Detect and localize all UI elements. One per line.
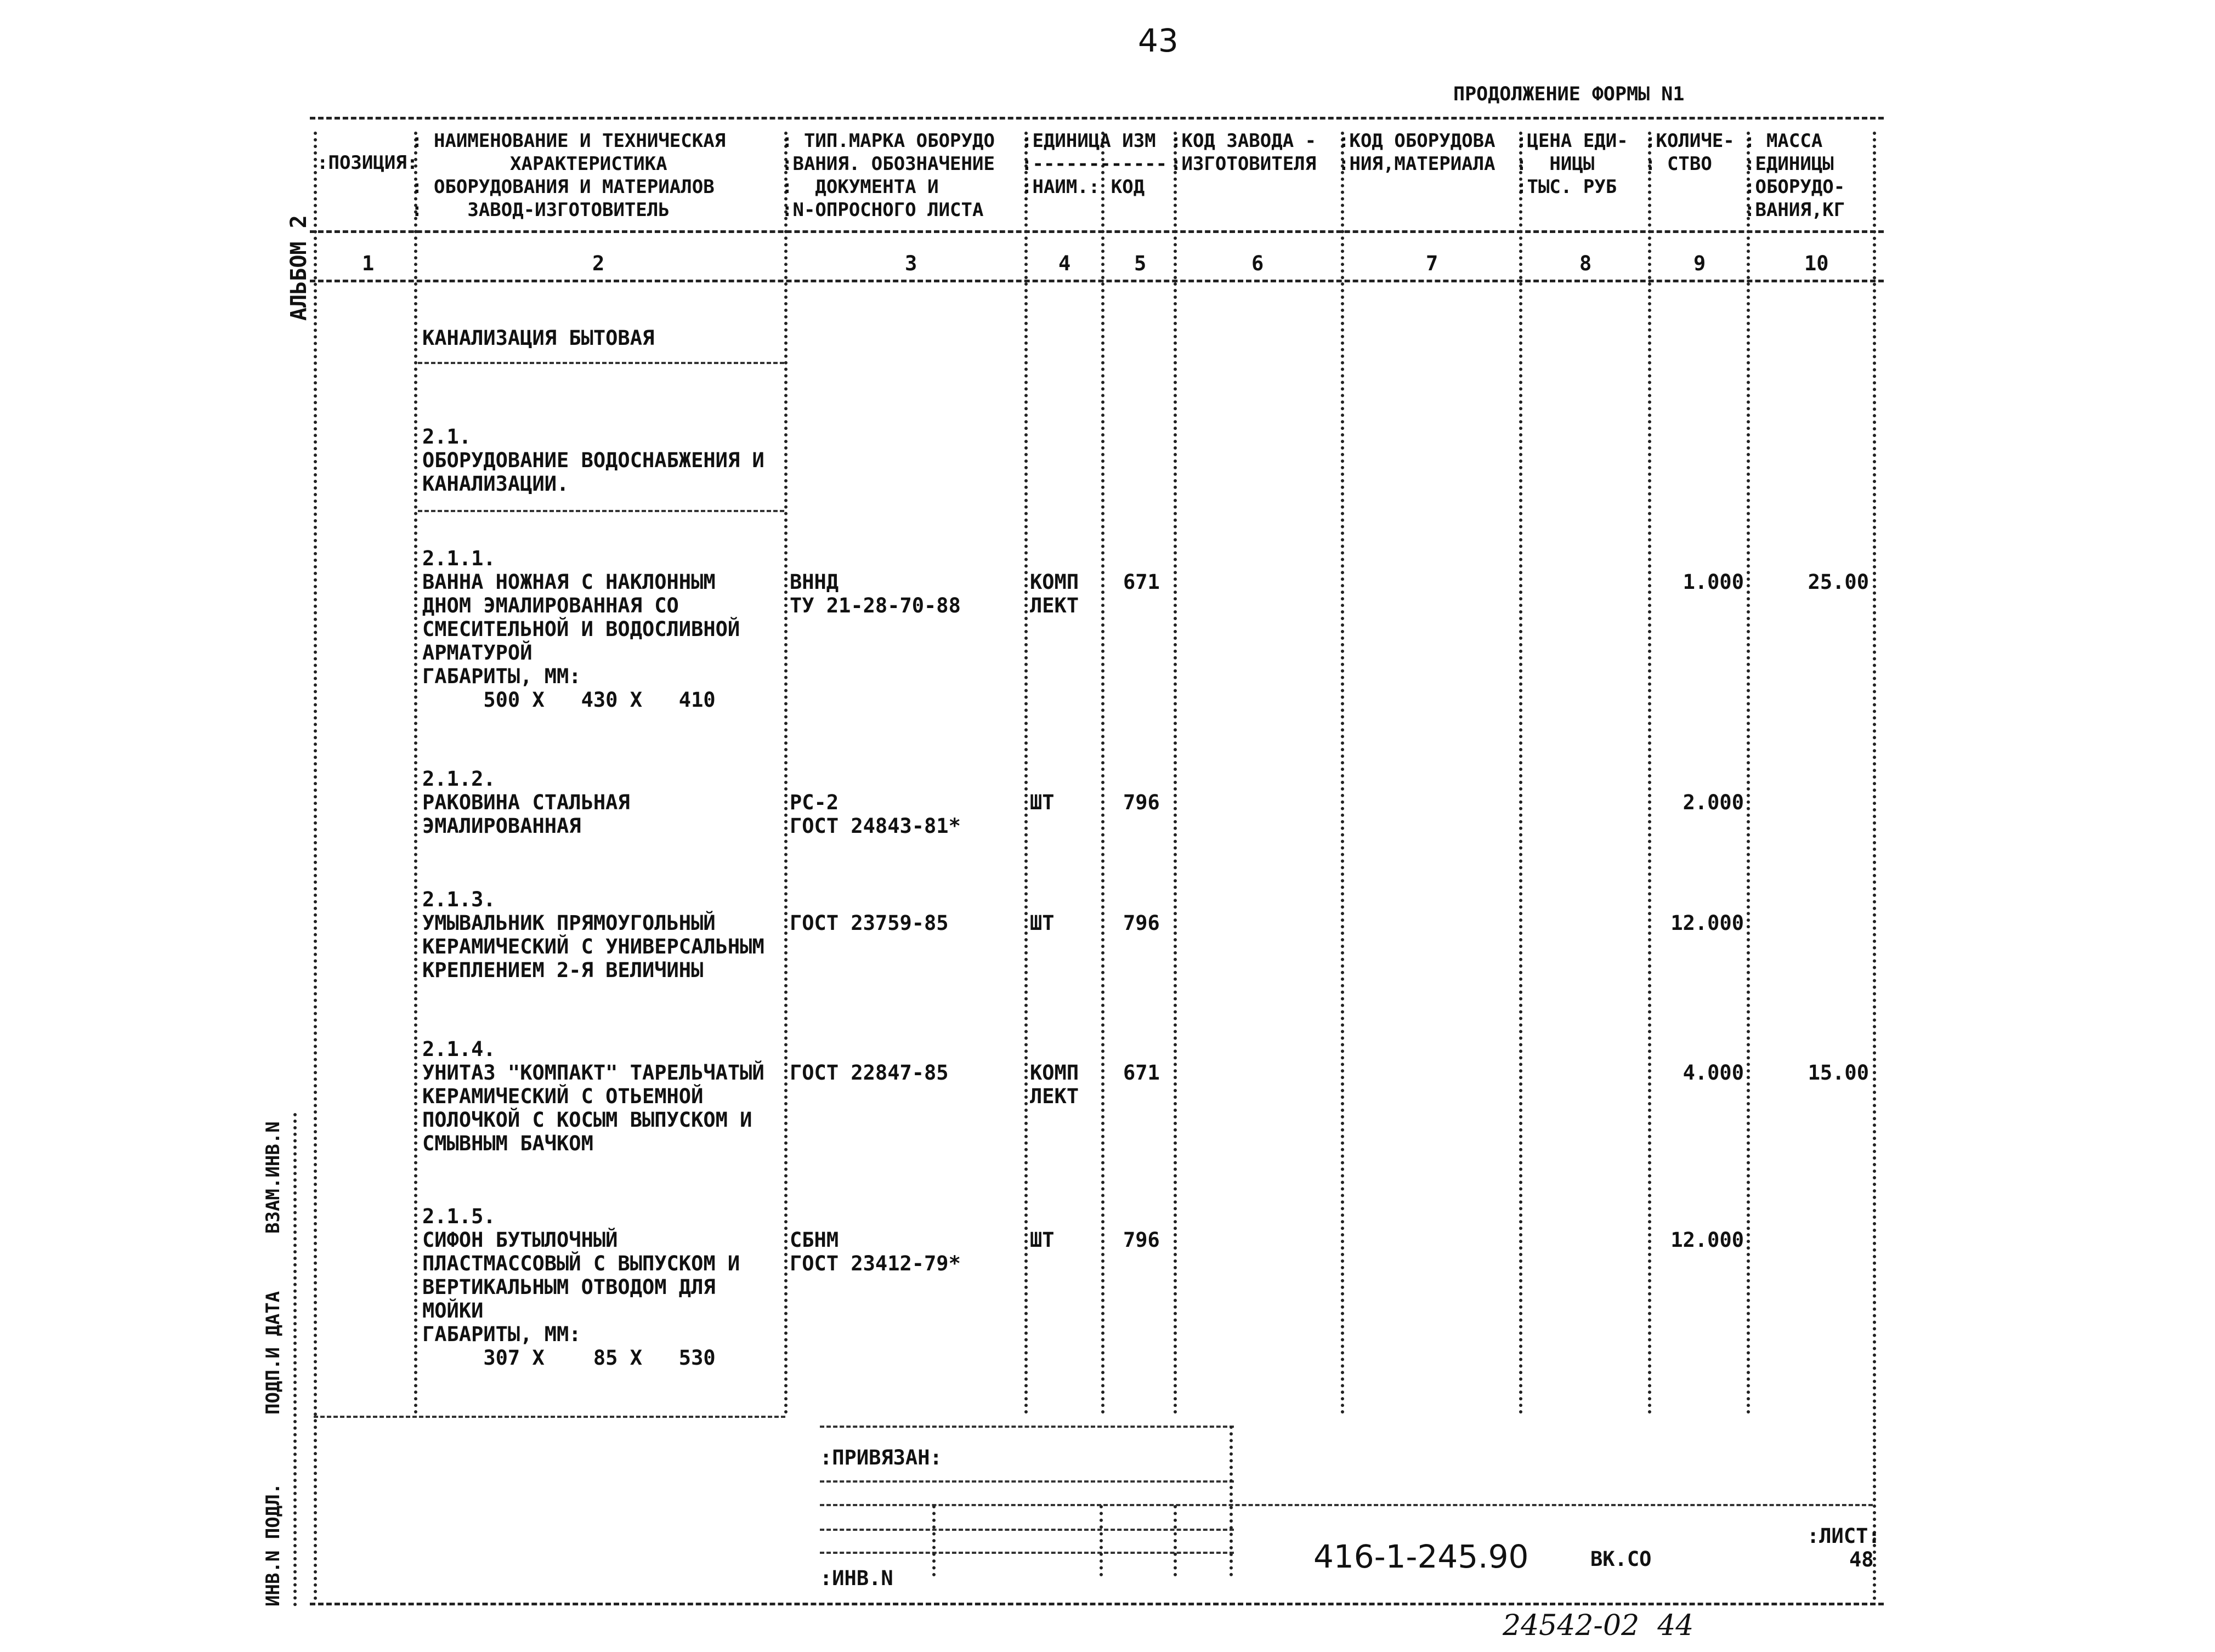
item-unit-code: 796 bbox=[1123, 1228, 1160, 1252]
item-quantity: 12.000 bbox=[1670, 1228, 1744, 1252]
column-number: 8 bbox=[1579, 252, 1592, 275]
header-name-line3: : ОБОРУДОВАНИЯ И МАТЕРИАЛОВ bbox=[411, 176, 715, 198]
item-name-line: ДНОМ ЭМАЛИРОВАННАЯ СО bbox=[422, 594, 679, 617]
column-divider bbox=[414, 132, 417, 1415]
column-divider bbox=[1648, 132, 1651, 1415]
header-mass-line1: : МАССА bbox=[1744, 130, 1823, 152]
item-name-line: ГАБАРИТЫ, ММ: bbox=[422, 1322, 581, 1346]
margin-inv-podl: ИНВ.N ПОДЛ. bbox=[262, 1483, 284, 1606]
item-unit-code: 796 bbox=[1123, 791, 1160, 814]
item-unit: ЛЕКТ bbox=[1030, 1085, 1079, 1108]
section-title: КАНАЛИЗАЦИЯ БЫТОВАЯ bbox=[422, 326, 655, 350]
item-unit: ШТ bbox=[1030, 1228, 1055, 1252]
table-bottom-rule bbox=[310, 1603, 1884, 1605]
stamp-divider bbox=[932, 1505, 936, 1576]
item-type: ВННД bbox=[790, 570, 839, 594]
subsection-underline bbox=[418, 510, 784, 512]
item-name-line: СМЫВНЫМ БАЧКОМ bbox=[422, 1132, 593, 1155]
header-mass-line3: :ОБОРУДО- bbox=[1744, 176, 1845, 198]
item-unit-code: 796 bbox=[1123, 911, 1160, 935]
header-mass-line2: :ЕДИНИЦЫ bbox=[1744, 153, 1834, 175]
sheet-number: 48 bbox=[1849, 1548, 1874, 1571]
item-name-line: 307 X 85 X 530 bbox=[422, 1346, 716, 1370]
column-divider bbox=[784, 132, 788, 1415]
form-continuation-label: ПРОДОЛЖЕНИЕ ФОРМЫ N1 bbox=[1453, 83, 1685, 105]
header-price-line1: :ЦЕНА ЕДИ- bbox=[1516, 130, 1628, 152]
item-quantity: 12.000 bbox=[1670, 911, 1744, 935]
stamp-rule bbox=[314, 1416, 785, 1418]
item-type: ТУ 21-28-70-88 bbox=[790, 594, 961, 617]
header-name-line1: : НАИМЕНОВАНИЕ И ТЕХНИЧЕСКАЯ bbox=[411, 130, 726, 152]
item-name-line: 500 X 430 X 410 bbox=[422, 688, 716, 712]
header-type-line2: :ВАНИЯ. ОБОЗНАЧЕНИЕ bbox=[781, 153, 995, 175]
column-divider bbox=[1174, 132, 1177, 1415]
item-unit: ШТ bbox=[1030, 911, 1055, 935]
item-code: 2.1.4. bbox=[422, 1037, 496, 1061]
item-name-line: ЭМАЛИРОВАННАЯ bbox=[422, 814, 581, 838]
column-divider bbox=[1519, 132, 1522, 1415]
header-unit-line1: :ЕДИНИЦА ИЗМ bbox=[1021, 130, 1156, 152]
item-code: 2.1.3. bbox=[422, 888, 496, 911]
item-unit: ШТ bbox=[1030, 791, 1055, 814]
item-type: СБНМ bbox=[790, 1228, 839, 1252]
margin-divider bbox=[293, 1113, 297, 1606]
privyazan-label: :ПРИВЯЗАН: bbox=[820, 1446, 942, 1469]
item-unit: ЛЕКТ bbox=[1030, 594, 1079, 617]
item-name-line: ВЕРТИКАЛЬНЫМ ОТВОДОМ ДЛЯ bbox=[422, 1275, 716, 1299]
header-name-line4: : ЗАВОД-ИЗГОТОВИТЕЛЬ bbox=[411, 199, 670, 221]
item-name-line: ГАБАРИТЫ, ММ: bbox=[422, 665, 581, 688]
column-number: 10 bbox=[1804, 252, 1829, 275]
margin-podp-data: ПОДП.И ДАТА bbox=[262, 1291, 284, 1415]
item-unit-code: 671 bbox=[1123, 570, 1160, 594]
header-type-line3: : ДОКУМЕНТА И bbox=[781, 176, 939, 198]
item-name-line: КЕРАМИЧЕСКИЙ С УНИВЕРСАЛЬНЫМ bbox=[422, 935, 764, 958]
item-name-line: УМЫВАЛЬНИК ПРЯМОУГОЛЬНЫЙ bbox=[422, 911, 716, 935]
column-number: 1 bbox=[362, 252, 375, 275]
subsection-code: 2.1. bbox=[422, 425, 472, 449]
handwritten-footer: 24542-02 44 bbox=[1503, 1609, 1694, 1642]
item-name-line: СМЕСИТЕЛЬНОЙ И ВОДОСЛИВНОЙ bbox=[422, 617, 740, 641]
item-quantity: 4.000 bbox=[1683, 1061, 1744, 1085]
table-top-rule bbox=[310, 117, 1884, 120]
item-unit: КОМП bbox=[1030, 1061, 1079, 1085]
subsection-title-line2: КАНАЛИЗАЦИИ. bbox=[422, 472, 569, 496]
item-unit-code: 671 bbox=[1123, 1061, 1160, 1085]
stamp-divider bbox=[1100, 1505, 1103, 1576]
item-type: ГОСТ 23412-79* bbox=[790, 1252, 961, 1275]
header-unit-line3: :НАИМ.: КОД bbox=[1021, 176, 1145, 198]
margin-vzam-inv: ВЗАМ.ИНВ.N bbox=[262, 1121, 284, 1234]
stamp-rule bbox=[820, 1480, 1234, 1483]
column-number: 9 bbox=[1693, 252, 1706, 275]
stamp-rule bbox=[820, 1529, 1234, 1531]
item-mass: 15.00 bbox=[1808, 1061, 1869, 1085]
sheet-label: :ЛИСТ: bbox=[1807, 1524, 1880, 1548]
item-type: ГОСТ 23759-85 bbox=[790, 911, 949, 935]
item-quantity: 2.000 bbox=[1683, 791, 1744, 814]
stamp-rule bbox=[820, 1552, 1234, 1554]
item-name-line: ВАННА НОЖНАЯ С НАКЛОННЫМ bbox=[422, 570, 716, 594]
item-code: 2.1.2. bbox=[422, 767, 496, 791]
stamp-divider bbox=[1230, 1426, 1233, 1576]
column-divider bbox=[1024, 132, 1028, 1415]
column-number: 4 bbox=[1058, 252, 1071, 275]
column-divider bbox=[1873, 132, 1876, 1601]
item-name-line: ПОЛОЧКОЙ С КОСЫМ ВЫПУСКОМ И bbox=[422, 1108, 752, 1132]
column-divider bbox=[1101, 132, 1104, 1415]
subsection-title-line1: ОБОРУДОВАНИЕ ВОДОСНАБЖЕНИЯ И bbox=[422, 449, 764, 472]
header-price-line2: : НИЦЫ bbox=[1516, 153, 1595, 175]
item-name-line: УНИТАЗ "КОМПАКТ" ТАРЕЛЬЧАТЫЙ bbox=[422, 1061, 764, 1085]
header-price-line3: :ТЫС. РУБ bbox=[1516, 176, 1617, 198]
header-quantity-line1: :КОЛИЧЕ- bbox=[1645, 130, 1735, 152]
header-type-line1: : ТИП.МАРКА ОБОРУДО bbox=[781, 130, 995, 152]
header-position: :ПОЗИЦИЯ: bbox=[317, 152, 418, 174]
item-unit: КОМП bbox=[1030, 570, 1079, 594]
item-name-line: РАКОВИНА СТАЛЬНАЯ bbox=[422, 791, 630, 814]
header-unit-line2: :------------ bbox=[1021, 153, 1168, 175]
section-underline bbox=[418, 362, 784, 364]
item-name-line: КРЕПЛЕНИЕМ 2-Я ВЕЛИЧИНЫ bbox=[422, 958, 704, 982]
document-suffix: ВК.СО bbox=[1590, 1547, 1652, 1571]
item-quantity: 1.000 bbox=[1683, 570, 1744, 594]
item-name-line: ПЛАСТМАССОВЫЙ С ВЫПУСКОМ И bbox=[422, 1252, 740, 1275]
header-name-line2: ХАРАКТЕРИСТИКА bbox=[510, 153, 667, 175]
column-number: 3 bbox=[905, 252, 917, 275]
header-mass-line4: :ВАНИЯ,КГ bbox=[1744, 199, 1845, 221]
column-divider bbox=[1341, 132, 1344, 1415]
inv-label: :ИНВ.N bbox=[820, 1566, 893, 1590]
item-name-line: АРМАТУРОЙ bbox=[422, 641, 532, 665]
header-equipment-code-line2: :НИЯ,МАТЕРИАЛА bbox=[1338, 153, 1495, 175]
column-number: 2 bbox=[592, 252, 605, 275]
header-type-line4: :N-ОПРОСНОГО ЛИСТА bbox=[781, 199, 984, 221]
column-number: 6 bbox=[1251, 252, 1264, 275]
item-type: ГОСТ 22847-85 bbox=[790, 1061, 949, 1085]
column-number: 5 bbox=[1134, 252, 1147, 275]
column-number: 7 bbox=[1426, 252, 1438, 275]
stamp-rule bbox=[820, 1504, 1873, 1506]
item-type: РС-2 bbox=[790, 791, 839, 814]
item-name-line: СИФОН БУТЫЛОЧНЫЙ bbox=[422, 1228, 618, 1252]
column-divider bbox=[1747, 132, 1750, 1415]
page-number: 43 bbox=[1138, 22, 1179, 59]
item-name-line: КЕРАМИЧЕСКИЙ С ОТЬЕМНОЙ bbox=[422, 1085, 704, 1108]
album-label: АЛЬБОМ 2 bbox=[286, 215, 311, 321]
header-quantity-line2: : СТВО bbox=[1645, 153, 1712, 175]
header-plant-code-line2: :ИЗГОТОВИТЕЛЯ bbox=[1170, 153, 1317, 175]
header-plant-code-line1: :КОД ЗАВОДА - bbox=[1170, 130, 1317, 152]
item-name-line: МОЙКИ bbox=[422, 1299, 484, 1322]
stamp-divider bbox=[1174, 1505, 1177, 1576]
item-type: ГОСТ 24843-81* bbox=[790, 814, 961, 838]
document-code: 416-1-245.90 bbox=[1313, 1538, 1529, 1575]
stamp-rule bbox=[820, 1426, 1234, 1428]
item-code: 2.1.5. bbox=[422, 1205, 496, 1228]
column-divider bbox=[314, 132, 317, 1601]
item-mass: 25.00 bbox=[1808, 570, 1869, 594]
header-equipment-code-line1: :КОД ОБОРУДОВА bbox=[1338, 130, 1495, 152]
item-code: 2.1.1. bbox=[422, 547, 496, 570]
